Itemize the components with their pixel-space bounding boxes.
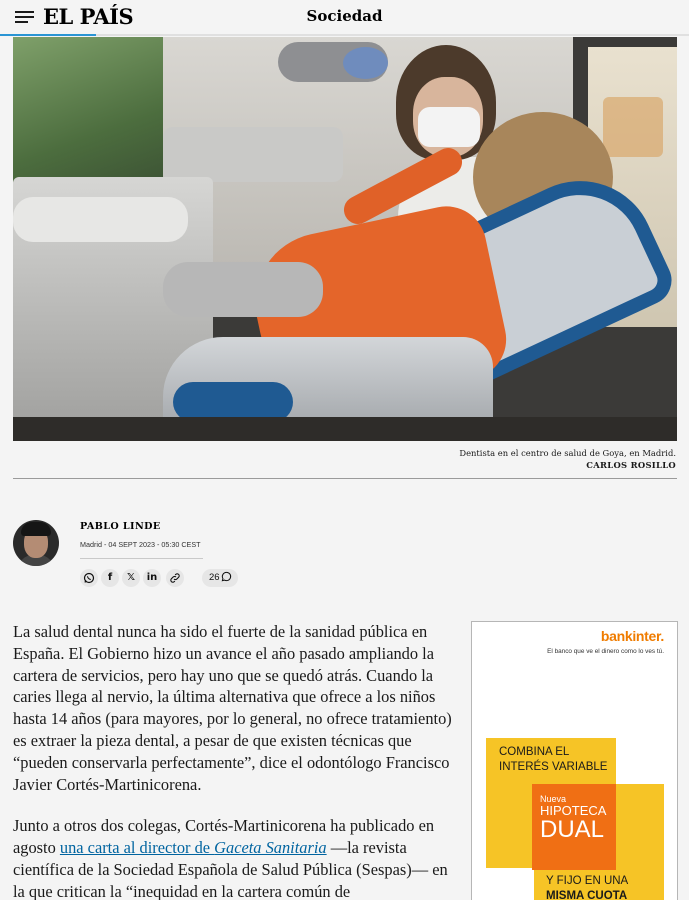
ad-headline: COMBINA EL INTERÉS VARIABLE xyxy=(499,746,608,773)
gaceta-sanitaria-link[interactable]: una carta al director de Gaceta Sanitaria xyxy=(59,838,327,858)
advertisement[interactable] xyxy=(471,621,678,900)
comments-button[interactable] xyxy=(202,569,238,587)
hero-photo[interactable] xyxy=(13,37,677,441)
author-avatar[interactable] xyxy=(13,520,59,566)
comment-icon xyxy=(221,571,232,582)
photo-caption xyxy=(459,447,676,471)
facebook-icon[interactable]: f xyxy=(101,569,119,587)
ad-subline: Y FIJO EN UNA MISMA CUOTA xyxy=(546,875,629,900)
photo-credit: CARLOS ROSILLO xyxy=(586,460,676,470)
link-icon[interactable] xyxy=(166,569,184,587)
divider xyxy=(13,478,677,479)
ad-brand-logo: bankinter. xyxy=(600,628,664,644)
top-bar xyxy=(0,0,689,36)
ad-tagline: El banco que ve el dinero como lo ves tú. xyxy=(547,648,664,655)
article-body xyxy=(13,621,453,900)
reading-progress-bar xyxy=(0,34,689,36)
author-name[interactable]: PABLO LINDE xyxy=(80,521,161,532)
reading-progress-fill xyxy=(0,34,96,36)
caption-text: Dentista en el centro de salud de Goya, en Madrid. xyxy=(459,448,676,458)
paragraph-1: La salud dental nunca ha sido el fuerte de la sanidad pública en España. El Gobierno hizo un avance el año pasado ampliando la cartera de servicios, pero hay uno que se quedó atrás. Cuando la caries llega al nervio, la última alternativa que ofrece a los niños hasta 14 años (para mayores, por lo general, no ofrece tratamiento) es extraer la pieza dental, a pesar de que existen técnicas que “pueden conservarla perfectamente”, dice el odontólogo Francisco Javier Cortés-Martinicorena. xyxy=(13,622,452,794)
ad-badge: Nueva HIPOTECA DUAL xyxy=(532,784,616,870)
comments-count: 26 xyxy=(209,572,220,583)
publication-date: Madrid - 04 SEPT 2023 - 05:30 CEST xyxy=(80,540,201,549)
site-logo[interactable]: EL PAÍS xyxy=(43,4,134,29)
x-icon[interactable]: 𝕏 xyxy=(122,569,140,587)
linkedin-icon[interactable]: in xyxy=(143,569,161,587)
paragraph-2: Junto a otros dos colegas, Cortés-Martinicorena ha publicado en agosto una carta al director de Gaceta Sanitaria —la revista científica de la Sociedad Española de Salud Pública (Sespas)— en la que critican la “inequidad en la cartera común de xyxy=(13,816,448,900)
section-title[interactable]: Sociedad xyxy=(306,7,383,25)
divider xyxy=(80,558,203,559)
whatsapp-icon[interactable] xyxy=(80,569,98,587)
